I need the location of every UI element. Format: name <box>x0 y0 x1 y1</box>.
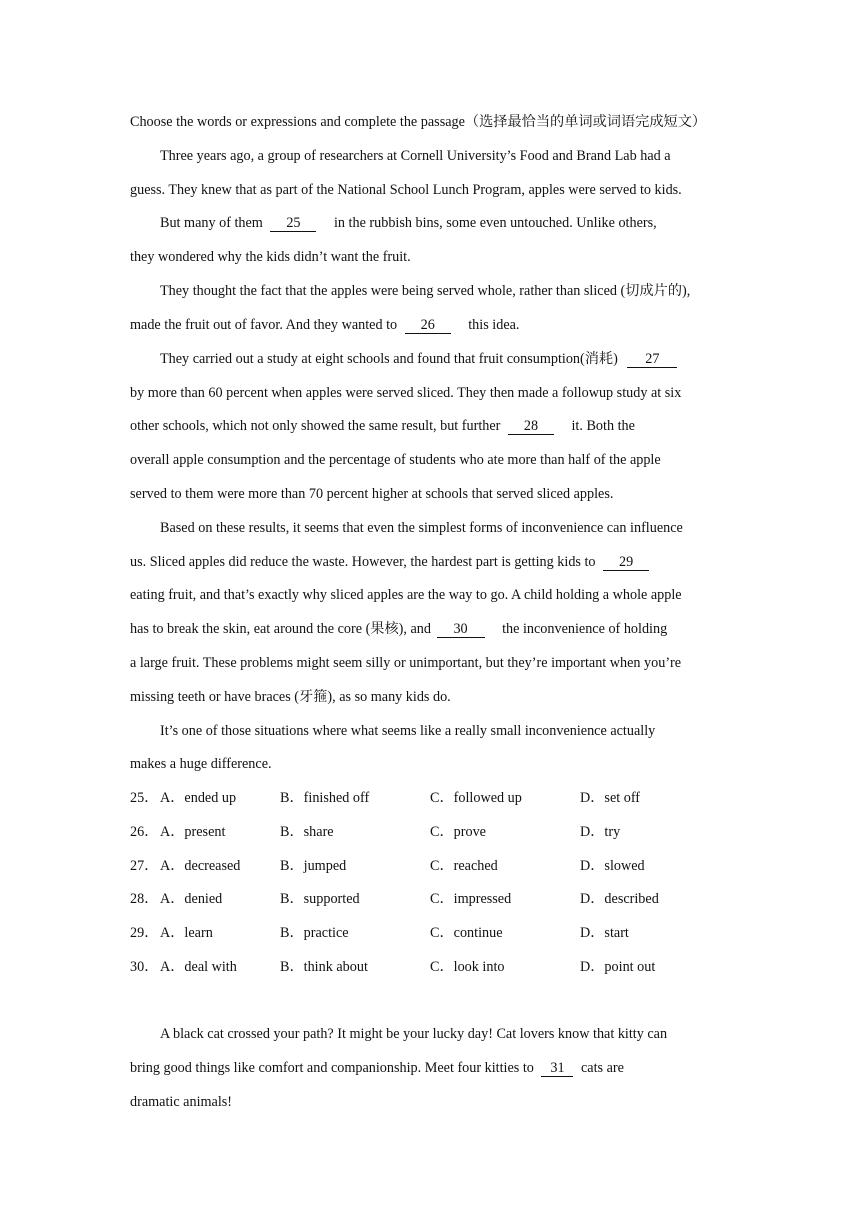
question-number: 30． <box>130 959 159 975</box>
option-row-29 <box>130 923 750 943</box>
option-c[interactable]: C．followed up <box>430 790 522 806</box>
passage-line: they wondered why the kids didn’t want the fruit. <box>130 249 411 265</box>
option-a[interactable]: A．decreased <box>160 858 241 874</box>
passage-line: a large fruit. These problems might seem silly or unimportant, but they’re important when you’re <box>130 655 682 671</box>
passage-line: missing teeth or have braces (牙箍), as so many kids do. <box>130 689 451 705</box>
blank-29: 29 <box>603 554 649 571</box>
passage-line: eating fruit, and that’s exactly why sliced apples are the way to go. A child holding a whole apple <box>130 587 682 603</box>
blank-25: 25 <box>270 215 316 232</box>
option-row-30 <box>130 957 750 977</box>
passage-line: A black cat crossed your path? It might be your lucky day! Cat lovers know that kitty can <box>160 1026 668 1042</box>
text-segment: this idea. <box>468 317 520 333</box>
option-d[interactable]: D．start <box>580 925 629 941</box>
option-row-28 <box>130 889 750 909</box>
blank-31: 31 <box>541 1060 573 1077</box>
question-number: 27． <box>130 858 159 874</box>
blank-30: 30 <box>437 621 485 638</box>
text-segment: But many of them <box>160 215 263 231</box>
passage-line <box>130 552 649 572</box>
passage-line: Three years ago, a group of researchers at Cornell University’s Food and Brand Lab had a <box>160 148 671 164</box>
option-d[interactable]: D．set off <box>580 790 641 806</box>
option-c[interactable]: C．prove <box>430 824 486 840</box>
option-d[interactable]: D．described <box>580 891 659 907</box>
passage-line <box>160 349 677 369</box>
text-segment: other schools, which not only showed the same result, but further <box>130 418 501 434</box>
blank-27: 27 <box>627 351 677 368</box>
passage-line <box>130 619 667 639</box>
question-number: 26． <box>130 824 159 840</box>
question-number: 28． <box>130 891 159 907</box>
option-row-25 <box>130 788 750 808</box>
text-segment: made the fruit out of favor. And they wanted to <box>130 317 398 333</box>
option-b[interactable]: B．jumped <box>280 858 347 874</box>
option-a[interactable]: A．learn <box>160 925 213 941</box>
passage-line: dramatic animals! <box>130 1094 233 1110</box>
passage-line: Based on these results, it seems that even the simplest forms of inconvenience can influence <box>160 520 683 536</box>
option-a[interactable]: A．ended up <box>160 790 237 806</box>
option-b[interactable]: B．share <box>280 824 334 840</box>
text-segment: cats are <box>580 1060 624 1076</box>
option-a[interactable]: A．denied <box>160 891 223 907</box>
question-number: 25． <box>130 790 159 806</box>
text-segment: the inconvenience of holding <box>502 621 668 637</box>
passage-line: served to them were more than 70 percent higher at schools that served sliced apples. <box>130 486 614 502</box>
text-segment: They carried out a study at eight schools and found that fruit consumption(消耗) <box>160 351 618 367</box>
option-c[interactable]: C．continue <box>430 925 503 941</box>
option-c[interactable]: C．reached <box>430 858 498 874</box>
option-c[interactable]: C．impressed <box>430 891 512 907</box>
passage-line <box>160 213 657 233</box>
option-row-27 <box>130 856 750 876</box>
instruction: Choose the words or expressions and complete the passage（选择最恰当的单词或词语完成短文） <box>130 114 707 130</box>
passage-line <box>130 315 519 335</box>
blank-28: 28 <box>508 418 554 435</box>
passage-line <box>130 1058 624 1078</box>
text-segment: has to break the skin, eat around the core (果核), and <box>130 621 431 637</box>
text-segment: bring good things like comfort and companionship. Meet four kitties to <box>130 1060 534 1076</box>
blank-26: 26 <box>405 317 451 334</box>
option-b[interactable]: B．practice <box>280 925 349 941</box>
passage-line: It’s one of those situations where what seems like a really small inconvenience actually <box>160 723 656 739</box>
option-b[interactable]: B．supported <box>280 891 360 907</box>
passage-line: makes a huge difference. <box>130 756 272 772</box>
option-d[interactable]: D．slowed <box>580 858 645 874</box>
passage-line: They thought the fact that the apples were being served whole, rather than sliced (切成片的), <box>160 283 691 299</box>
passage-line: guess. They knew that as part of the National School Lunch Program, apples were served to kids. <box>130 182 682 198</box>
passage-line: by more than 60 percent when apples were served sliced. They then made a followup study at six <box>130 385 682 401</box>
text-segment: it. Both the <box>571 418 635 434</box>
text-segment: us. Sliced apples did reduce the waste. However, the hardest part is getting kids to <box>130 554 596 570</box>
option-a[interactable]: A．present <box>160 824 226 840</box>
option-d[interactable]: D．point out <box>580 959 656 975</box>
option-c[interactable]: C．look into <box>430 959 505 975</box>
text-segment: in the rubbish bins, some even untouched. Unlike others, <box>333 215 657 231</box>
option-d[interactable]: D．try <box>580 824 621 840</box>
option-b[interactable]: B．think about <box>280 959 368 975</box>
passage-line <box>130 416 635 436</box>
passage-line: overall apple consumption and the percentage of students who ate more than half of the apple <box>130 452 661 468</box>
option-row-26 <box>130 822 750 842</box>
question-number: 29． <box>130 925 159 941</box>
option-b[interactable]: B．finished off <box>280 790 370 806</box>
option-a[interactable]: A．deal with <box>160 959 237 975</box>
